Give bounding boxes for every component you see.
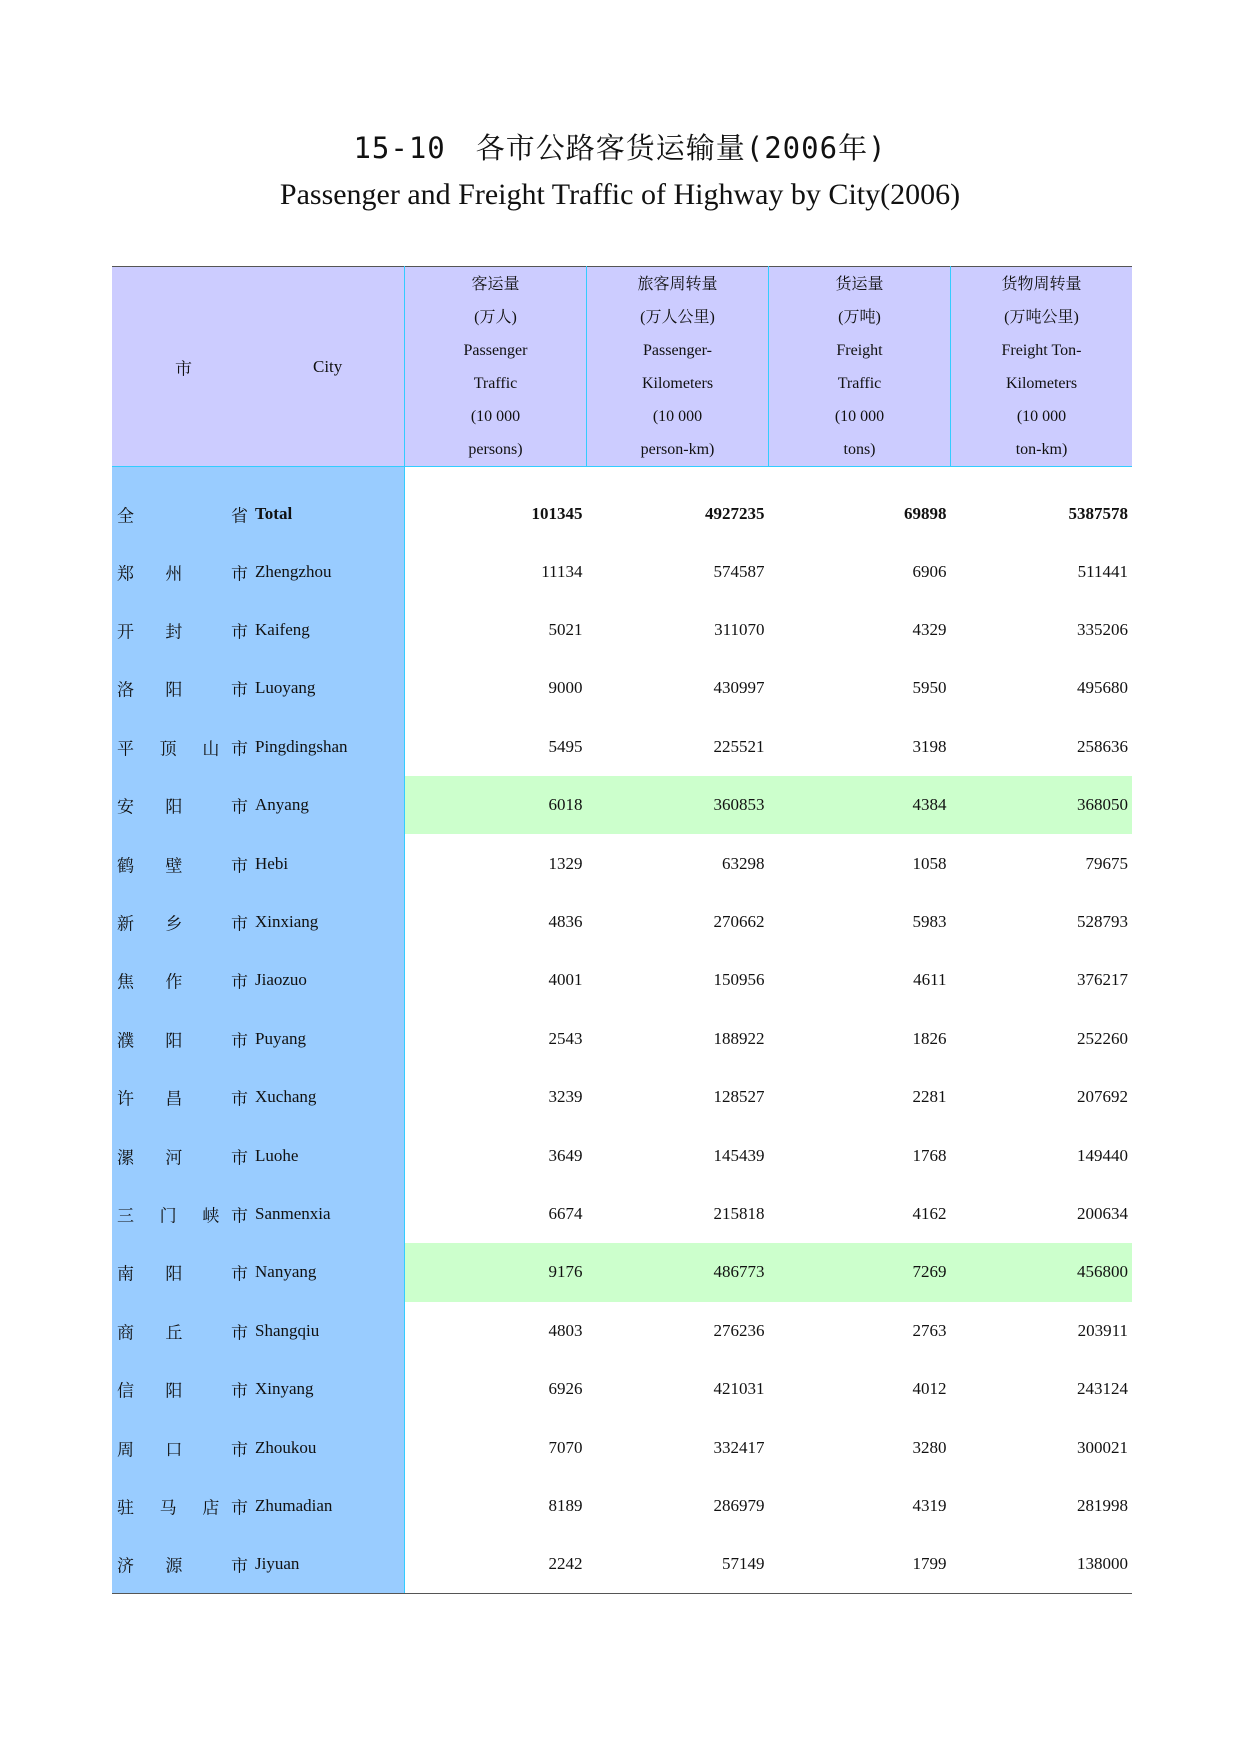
table-row: [112, 1360, 1132, 1418]
city-cell: [112, 543, 405, 601]
city-char: 作: [165, 972, 183, 992]
city-char: 驻: [117, 1498, 134, 1518]
cell-passenger-traffic: 1329: [548, 853, 583, 873]
cell-passenger-km: 311070: [714, 620, 765, 640]
city-name-en: Zhengzhou: [255, 561, 332, 581]
cell-freight-ton-km: 79675: [1085, 853, 1128, 873]
cell-passenger-km: 360853: [587, 776, 769, 834]
cell-passenger-traffic: 6926: [548, 1379, 583, 1399]
city-name-cn: [117, 1435, 245, 1460]
city-name-en: Jiyuan: [255, 1554, 300, 1574]
city-char: 濮: [117, 1031, 134, 1051]
table-row: [112, 659, 1132, 717]
header-passenger-traffic: [405, 267, 587, 467]
city-cell: [112, 1126, 405, 1184]
cell-freight-ton-km: 335206: [1077, 620, 1128, 640]
city-char: 安: [117, 797, 134, 817]
city-char: 平: [117, 739, 134, 759]
city-name-cn: [117, 793, 245, 818]
header-city: [112, 267, 405, 467]
cell-freight-ton-km: 203911: [1077, 1320, 1128, 1340]
cell-freight-ton-km: 5387578: [1068, 503, 1128, 523]
cell-passenger-km: 486773: [587, 1243, 769, 1301]
cell-freight-traffic: 4162: [912, 1203, 947, 1223]
city-char: 全: [117, 506, 134, 526]
cell-freight-traffic: 3280: [912, 1437, 947, 1457]
city-cell: [112, 718, 405, 776]
cell-freight-traffic: 2281: [912, 1087, 947, 1107]
city-name-cn: [117, 1143, 245, 1168]
cell-passenger-traffic: 9000: [548, 678, 583, 698]
cell-freight-traffic: 4319: [912, 1495, 947, 1515]
city-name-en: Shangqiu: [255, 1320, 320, 1340]
header-line: (万吨公里): [1004, 308, 1079, 326]
city-suffix: 市: [231, 914, 248, 934]
cell-passenger-km: 215818: [713, 1203, 765, 1223]
city-name-en: Zhoukou: [255, 1437, 317, 1457]
cell-freight-ton-km: 511441: [1077, 561, 1128, 581]
city-name-en: Xuchang: [255, 1087, 317, 1107]
city-suffix: 市: [231, 972, 248, 992]
cell-passenger-traffic: 9176: [405, 1243, 587, 1301]
city-name-cn: [117, 1085, 245, 1110]
header-line: Kilometers: [1005, 374, 1078, 392]
cell-freight-ton-km: 495680: [1077, 678, 1128, 698]
city-char: 阳: [165, 1381, 183, 1401]
header-line: (10 000: [834, 407, 885, 425]
table-row: [112, 467, 1132, 543]
city-suffix: 市: [231, 739, 248, 759]
city-name-cn: [117, 1493, 245, 1518]
city-char: 山: [202, 739, 220, 759]
city-char: 信: [117, 1381, 134, 1401]
header-row: [112, 267, 1132, 467]
city-cell: [112, 776, 405, 834]
cell-freight-ton-km: 149440: [1077, 1145, 1128, 1165]
city-name-en: Luoyang: [255, 678, 316, 698]
city-cell: [112, 1418, 405, 1476]
city-char: 商: [117, 1323, 134, 1343]
city-cell: [112, 1535, 405, 1593]
city-suffix: 市: [231, 680, 248, 700]
city-suffix: 市: [231, 797, 248, 817]
city-name-en: Zhumadian: [255, 1495, 333, 1515]
city-suffix: 市: [231, 1206, 248, 1226]
cell-passenger-km: 270662: [713, 912, 765, 932]
city-name-cn: [117, 1260, 245, 1285]
city-name-en: Hebi: [255, 853, 289, 873]
city-char: 乡: [165, 914, 183, 934]
city-cell: [112, 467, 405, 543]
cell-freight-ton-km: 376217: [1077, 970, 1128, 990]
header-line: tons): [843, 440, 876, 458]
city-cell: [112, 951, 405, 1009]
city-char: 丘: [165, 1323, 183, 1343]
header-line: Traffic: [837, 374, 882, 392]
cell-passenger-traffic: 2543: [548, 1028, 583, 1048]
city-name-en: Pingdingshan: [255, 736, 348, 756]
cell-freight-ton-km: 200634: [1077, 1203, 1128, 1223]
city-char: 阳: [165, 797, 183, 817]
cell-freight-traffic: 4012: [912, 1379, 947, 1399]
table-row: [112, 1068, 1132, 1126]
header-line: (万人公里): [640, 308, 715, 326]
city-char: 阳: [165, 1031, 183, 1051]
cell-passenger-traffic: 3649: [548, 1145, 583, 1165]
table-row: [112, 1185, 1132, 1243]
header-line: Freight: [836, 341, 883, 359]
cell-passenger-km: 332417: [713, 1437, 765, 1457]
city-name-en: Xinyang: [255, 1379, 314, 1399]
header-city-cn: 市: [175, 359, 192, 378]
cell-freight-ton-km: 207692: [1077, 1087, 1128, 1107]
city-char: 店: [202, 1498, 220, 1518]
cell-passenger-km: 276236: [713, 1320, 765, 1340]
city-char: 鹤: [117, 856, 134, 876]
city-name-cn: [117, 734, 245, 759]
cell-passenger-traffic: 6018: [405, 776, 587, 834]
header-line: (万人): [474, 308, 517, 326]
table-row: [112, 718, 1132, 776]
cell-passenger-traffic: 3239: [548, 1087, 583, 1107]
city-name-en: Jiaozuo: [255, 970, 307, 990]
cell-freight-ton-km: 368050: [951, 776, 1133, 834]
city-name-en: Anyang: [255, 795, 309, 815]
cell-passenger-km: 57149: [587, 1535, 769, 1593]
city-char: 壁: [165, 856, 183, 876]
cell-freight-traffic: 4611: [913, 970, 947, 990]
city-suffix: 市: [231, 1264, 248, 1284]
city-name-en: Kaifeng: [255, 620, 310, 640]
city-name-cn: [117, 1552, 245, 1577]
city-name-cn: [117, 851, 245, 876]
city-cell: [112, 1302, 405, 1360]
cell-passenger-traffic: 8189: [548, 1495, 583, 1515]
cell-passenger-km: 430997: [713, 678, 765, 698]
table-body: [112, 467, 1132, 1594]
city-cell: [112, 659, 405, 717]
city-char: 周: [117, 1440, 134, 1460]
page-title-cn: 15-10 各市公路客货运输量(2006年): [353, 131, 887, 165]
city-char: 三: [117, 1206, 134, 1226]
city-char: 阳: [165, 680, 183, 700]
cell-passenger-traffic: 5495: [548, 736, 583, 756]
traffic-table: [112, 266, 1132, 1594]
cell-passenger-km: 574587: [713, 561, 765, 581]
header-freight-ton-km: [951, 267, 1133, 467]
cell-freight-ton-km: 300021: [1077, 1437, 1128, 1457]
cell-passenger-traffic: 4836: [548, 912, 583, 932]
city-cell: [112, 1185, 405, 1243]
table-row: [112, 1302, 1132, 1360]
cell-passenger-km: 225521: [713, 736, 765, 756]
city-char: 开: [117, 622, 134, 642]
city-char: 洛: [117, 680, 134, 700]
cell-passenger-km: 286979: [713, 1495, 765, 1515]
header-line: (10 000: [1016, 407, 1067, 425]
city-name-en: Xinxiang: [255, 912, 319, 932]
city-char: 源: [165, 1556, 183, 1576]
city-name-cn: [117, 1318, 245, 1343]
city-char: 峡: [202, 1206, 220, 1226]
cell-freight-traffic: 7269: [769, 1243, 951, 1301]
city-char: 漯: [117, 1148, 134, 1168]
cell-passenger-traffic: 4803: [548, 1320, 583, 1340]
header-passenger-km: [587, 267, 769, 467]
cell-freight-traffic: 4384: [769, 776, 951, 834]
city-char: 郑: [117, 564, 134, 584]
cell-passenger-traffic: 101345: [531, 503, 583, 523]
city-suffix: 市: [231, 1498, 248, 1518]
header-line: Passenger: [463, 341, 528, 359]
cell-passenger-km: 145439: [713, 1145, 765, 1165]
city-cell: [112, 834, 405, 892]
cell-freight-traffic: 1826: [912, 1028, 947, 1048]
table-row: [112, 834, 1132, 892]
cell-passenger-traffic: 4001: [548, 970, 583, 990]
city-cell: [112, 1243, 405, 1301]
table-row: [112, 1477, 1132, 1535]
header-line: 旅客周转量: [637, 275, 718, 293]
city-suffix: 省: [231, 506, 248, 526]
table-row: [112, 776, 1132, 834]
city-suffix: 市: [231, 856, 248, 876]
city-name-cn: [117, 1201, 245, 1226]
city-suffix: 市: [231, 1089, 248, 1109]
header-line: (10 000: [652, 407, 703, 425]
cell-freight-ton-km: 138000: [951, 1535, 1133, 1593]
city-suffix: 市: [231, 1556, 248, 1576]
table-row: [112, 1126, 1132, 1184]
city-cell: [112, 1010, 405, 1068]
cell-freight-ton-km: 258636: [1077, 736, 1128, 756]
city-char: 州: [165, 564, 183, 584]
city-char: 顶: [159, 739, 177, 759]
city-char: 济: [117, 1556, 134, 1576]
cell-freight-traffic: 5983: [912, 912, 947, 932]
city-name-cn: [117, 910, 245, 935]
city-char: 昌: [165, 1089, 183, 1109]
cell-passenger-traffic: 5021: [548, 620, 583, 640]
city-char: 阳: [165, 1264, 183, 1284]
city-char: 封: [165, 622, 183, 642]
cell-freight-ton-km: 281998: [1077, 1495, 1128, 1515]
city-char: 焦: [117, 972, 134, 992]
header-freight-traffic: [769, 267, 951, 467]
table-row: [112, 893, 1132, 951]
header-line: person-km): [640, 440, 715, 458]
header-line: (万吨): [838, 308, 881, 326]
page-title-en: Passenger and Freight Traffic of Highway by City(2006): [279, 178, 961, 211]
header-line: Freight Ton-: [1001, 341, 1082, 359]
city-cell: [112, 1068, 405, 1126]
table-row: [112, 1418, 1132, 1476]
table-row: [112, 543, 1132, 601]
city-suffix: 市: [231, 1031, 248, 1051]
cell-passenger-km: 188922: [713, 1028, 765, 1048]
header-line: Traffic: [473, 374, 518, 392]
city-name-en: Nanyang: [255, 1262, 317, 1282]
city-name-en: Total: [255, 503, 293, 523]
city-char: 马: [159, 1498, 177, 1518]
city-cell: [112, 601, 405, 659]
cell-passenger-km: 4927235: [705, 503, 765, 523]
cell-passenger-traffic: 6674: [548, 1203, 583, 1223]
city-char: 门: [159, 1206, 177, 1226]
header-line: 货物周转量: [1001, 275, 1082, 293]
header-line: Kilometers: [641, 374, 714, 392]
cell-freight-ton-km: 252260: [1077, 1028, 1128, 1048]
city-name-cn: [117, 968, 245, 993]
cell-freight-traffic: 4329: [912, 620, 947, 640]
city-char: 许: [117, 1089, 134, 1109]
cell-freight-traffic: 3198: [912, 736, 947, 756]
header-line: ton-km): [1015, 440, 1068, 458]
city-name-cn: [117, 676, 245, 701]
header-line: 客运量: [471, 275, 520, 293]
header-line: (10 000: [470, 407, 521, 425]
cell-passenger-km: 63298: [722, 853, 765, 873]
header-line: 货运量: [835, 275, 884, 293]
city-name-cn: [117, 1377, 245, 1402]
city-cell: [112, 893, 405, 951]
header-city-en: City: [313, 356, 343, 376]
city-char: 新: [117, 914, 134, 934]
cell-freight-traffic: 1058: [912, 853, 947, 873]
city-name-en: Puyang: [255, 1028, 306, 1048]
city-name-cn: [117, 559, 245, 584]
table-row: [112, 1010, 1132, 1068]
cell-passenger-km: 421031: [713, 1379, 765, 1399]
cell-passenger-traffic: 11134: [541, 561, 583, 581]
cell-freight-traffic: 6906: [912, 561, 947, 581]
cell-freight-traffic: 5950: [912, 678, 947, 698]
city-suffix: 市: [231, 1323, 248, 1343]
cell-freight-traffic: 1799: [769, 1535, 951, 1593]
cell-freight-traffic: 69898: [904, 503, 947, 523]
city-name-en: Luohe: [255, 1145, 299, 1165]
city-suffix: 市: [231, 1148, 248, 1168]
cell-freight-ton-km: 456800: [951, 1243, 1133, 1301]
city-name-en: Sanmenxia: [255, 1203, 331, 1223]
city-suffix: 市: [231, 1440, 248, 1460]
city-suffix: 市: [231, 622, 248, 642]
city-cell: [112, 1477, 405, 1535]
cell-passenger-traffic: 7070: [548, 1437, 583, 1457]
city-name-cn: [117, 1026, 245, 1051]
cell-freight-traffic: 2763: [912, 1320, 947, 1340]
city-suffix: 市: [231, 1381, 248, 1401]
city-char: 河: [165, 1148, 183, 1168]
cell-passenger-km: 128527: [713, 1087, 765, 1107]
table-row: [112, 601, 1132, 659]
table-row: [112, 1243, 1132, 1301]
city-cell: [112, 1360, 405, 1418]
table-row: [112, 1535, 1132, 1593]
table-row: [112, 951, 1132, 1009]
cell-freight-traffic: 1768: [912, 1145, 947, 1165]
cell-passenger-traffic: 2242: [405, 1535, 587, 1593]
city-char: 南: [117, 1264, 134, 1284]
cell-freight-ton-km: 243124: [1077, 1379, 1128, 1399]
city-suffix: 市: [231, 564, 248, 584]
city-name-cn: [117, 618, 245, 643]
cell-passenger-km: 150956: [713, 970, 765, 990]
city-char: 口: [165, 1440, 183, 1460]
header-line: persons): [468, 440, 523, 458]
cell-freight-ton-km: 528793: [1077, 912, 1128, 932]
city-name-cn: [117, 501, 245, 526]
header-line: Passenger-: [643, 341, 712, 359]
